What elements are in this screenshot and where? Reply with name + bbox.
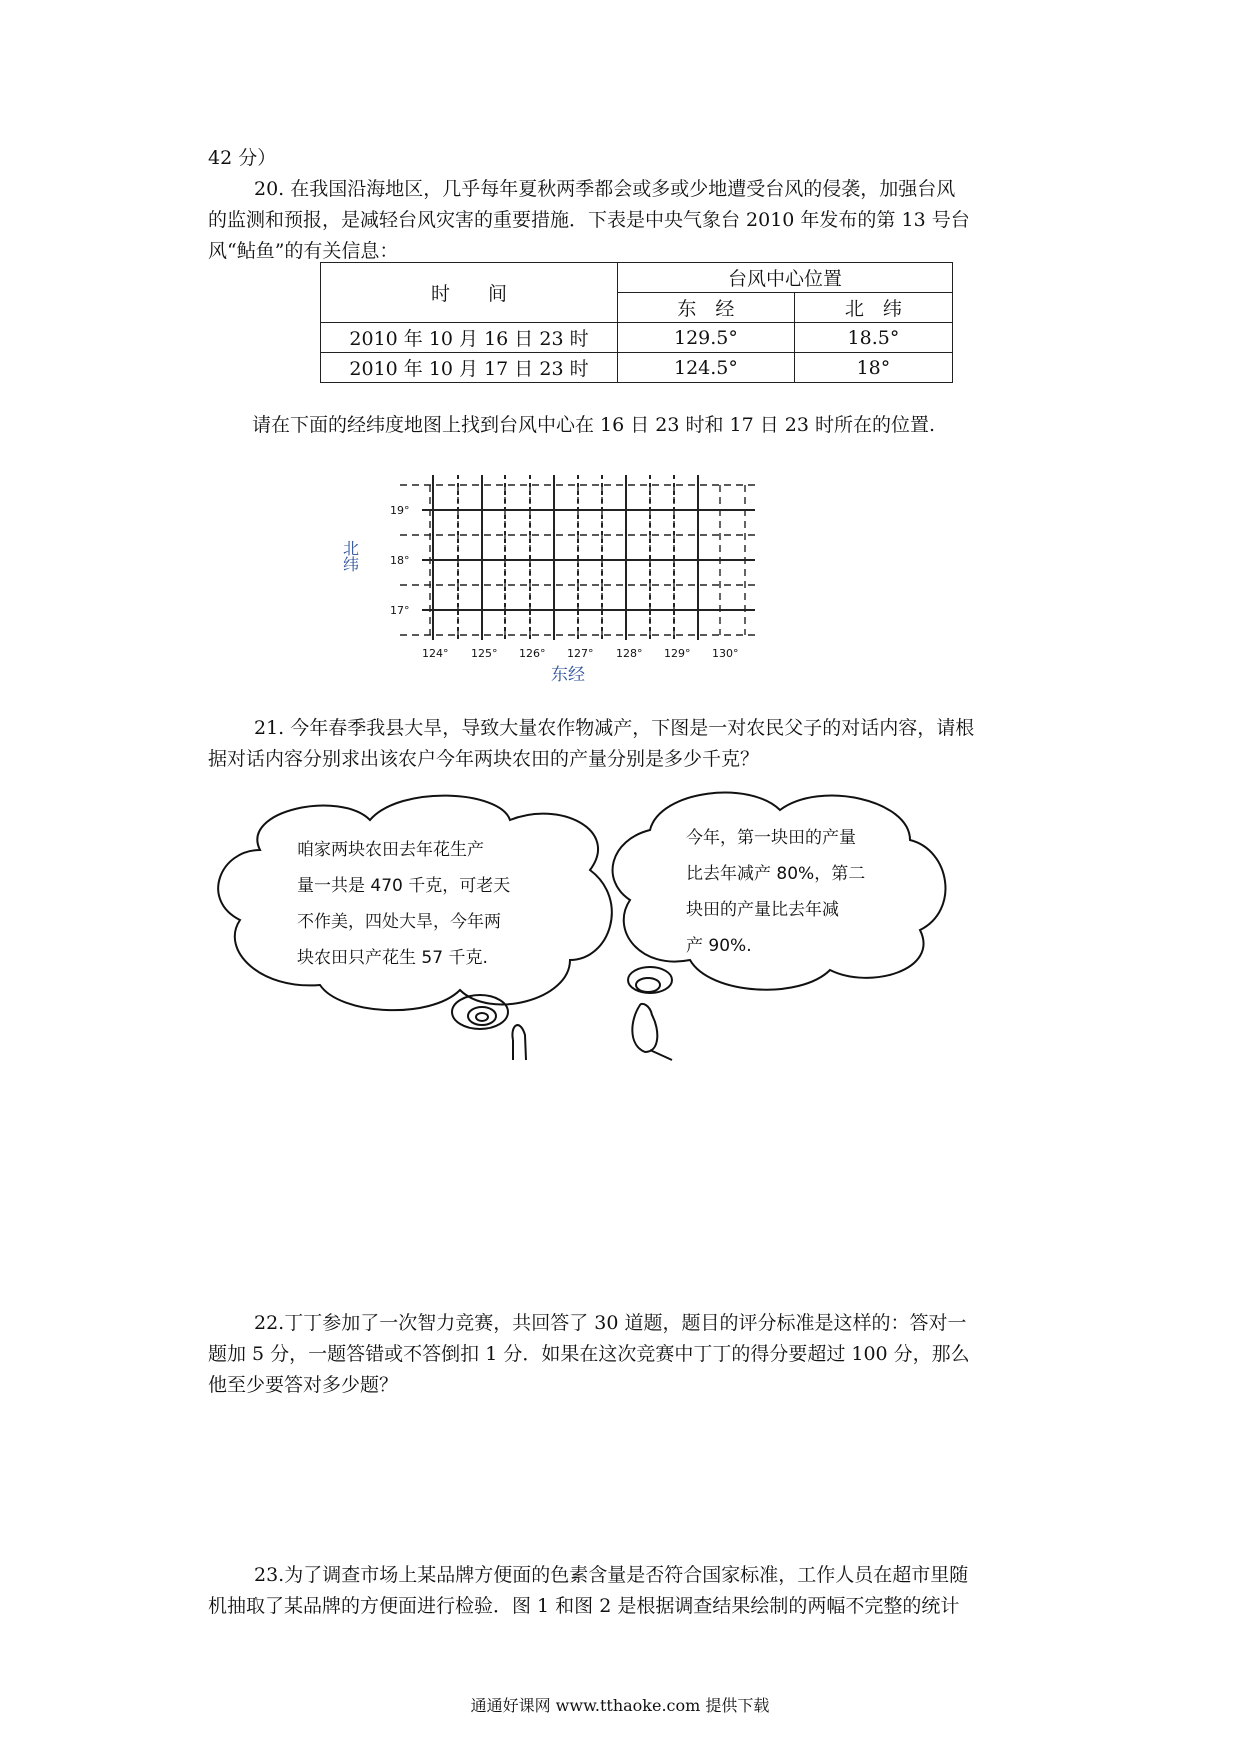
lon-label-127: 127° <box>567 647 594 660</box>
page-footer: 通通好课网 www.tthaoke.com 提供下载 <box>470 1696 770 1715</box>
q22-line1: 22.丁丁参加了一次智力竞赛，共回答了 30 道题，题目的评分标准是这样的：答对一 <box>254 1312 967 1334</box>
father-line: 咱家两块农田去年花生产 <box>297 840 484 860</box>
col-position-header: 台风中心位置 <box>618 263 953 293</box>
table-row <box>321 353 953 383</box>
father-line: 不作美，四处大旱，今年两 <box>297 912 501 932</box>
question-23 <box>208 1560 1068 1622</box>
lat-lon-grid <box>340 465 780 685</box>
typhoon-table <box>320 262 953 383</box>
question-22 <box>208 1308 1068 1401</box>
question-21 <box>208 713 1068 775</box>
row2-time: 2010 年 10 月 17 日 23 时 <box>321 353 618 383</box>
son-line: 产 90%. <box>686 936 752 956</box>
row1-lat: 18.5° <box>794 323 952 353</box>
q21-line1: 21. 今年春季我县大旱，导致大量农作物减产，下图是一对农民父子的对话内容，请根 <box>254 717 975 739</box>
lon-label-129: 129° <box>664 647 691 660</box>
father-line: 量一共是 470 千克，可老天 <box>297 876 511 896</box>
son-thought-bubble <box>628 967 672 993</box>
q20-line1: 20. 在我国沿海地区，几乎每年夏秋两季都会或多或少地遭受台风的侵袭，加强台风 <box>254 178 956 200</box>
lon-label-125: 125° <box>471 647 498 660</box>
lat-label-19: 19° <box>390 504 410 517</box>
col-lat-header: 北 纬 <box>794 293 952 323</box>
lat-label-18: 18° <box>390 554 410 567</box>
q23-line2: 机抽取了某品牌的方便面进行检验．图 1 和图 2 是根据调查结果绘制的两幅不完整的统计 <box>208 1595 960 1617</box>
q23-line1: 23.为了调查市场上某品牌方便面的色素含量是否符合国家标准，工作人员在超市里随 <box>254 1564 969 1586</box>
lon-label-130: 130° <box>712 647 739 660</box>
col-time-header: 时 间 <box>321 263 618 323</box>
son-speech <box>686 820 901 964</box>
father-thought-bubble <box>452 995 508 1029</box>
son-line: 比去年减产 80%，第二 <box>686 864 866 884</box>
father-figure <box>512 1025 526 1060</box>
q20-instruction: 请在下面的经纬度地图上找到台风中心在 16 日 23 时和 17 日 23 时所在的位置. <box>252 414 936 436</box>
table-row <box>321 323 953 353</box>
q20-line2: 的监测和预报，是减轻台风灾害的重要措施．下表是中央气象台 2010 年发布的第 13 号台 <box>208 209 970 231</box>
father-speech <box>297 832 542 976</box>
son-line: 块田的产量比去年减 <box>686 900 839 920</box>
q22-line2: 题加 5 分，一题答错或不答倒扣 1 分．如果在这次竞赛中丁丁的得分要超过 100 分，那么 <box>208 1343 970 1365</box>
q20-line3: 风“鲇鱼”的有关信息： <box>208 240 399 262</box>
lon-label-128: 128° <box>616 647 643 660</box>
lat-axis-label: 北纬 <box>340 540 360 572</box>
row2-lon: 124.5° <box>618 353 795 383</box>
q21-line2: 据对话内容分别求出该农户今年两块农田的产量分别是多少千克？ <box>208 748 760 770</box>
col-lon-header: 东 经 <box>618 293 795 323</box>
father-line: 块农田只产花生 57 千克. <box>297 948 488 968</box>
lon-label-124: 124° <box>422 647 449 660</box>
lon-axis-label: 东经 <box>551 665 585 685</box>
son-figure <box>632 1004 672 1060</box>
question-20 <box>208 143 1068 267</box>
q19-tail: 42 分） <box>208 147 277 169</box>
row1-time: 2010 年 10 月 16 日 23 时 <box>321 323 618 353</box>
son-line: 今年，第一块田的产量 <box>686 828 856 848</box>
lat-label-17: 17° <box>390 604 410 617</box>
row1-lon: 129.5° <box>618 323 795 353</box>
lon-label-126: 126° <box>519 647 546 660</box>
q22-line3: 他至少要答对多少题？ <box>208 1374 399 1396</box>
row2-lat: 18° <box>794 353 952 383</box>
